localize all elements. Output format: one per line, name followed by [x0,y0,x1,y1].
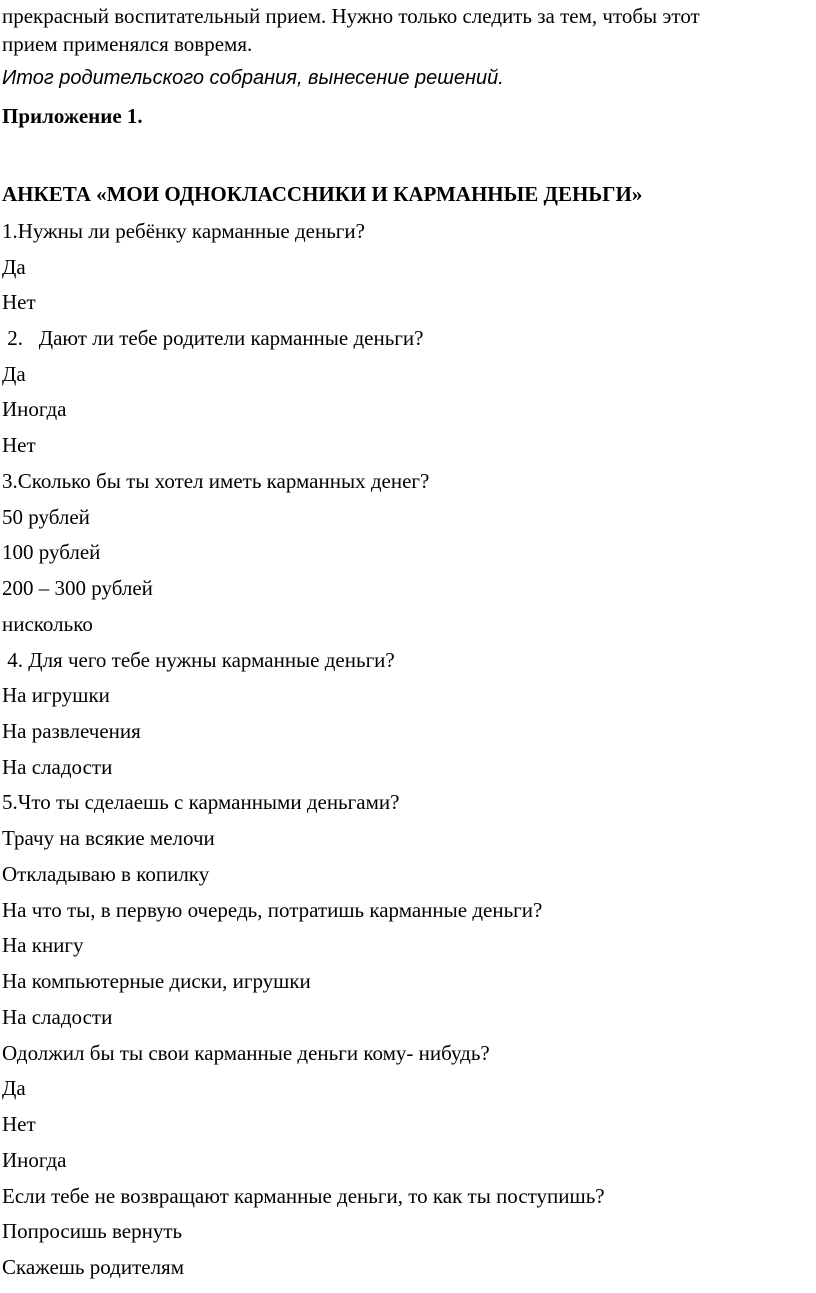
intro-line-2: прием применялся вовремя. [2,32,253,56]
meeting-summary: Итог родительского собрания, вынесение решений. [2,67,504,89]
answer-option: 200 – 300 рублей [2,576,153,600]
question-1: 1.Нужны ли ребёнку карманные деньги? [2,219,365,243]
answer-option: Откладываю в копилку [2,862,210,886]
question-4: 4. Для чего тебе нужны карманные деньги? [2,648,395,672]
appendix-heading: Приложение 1. [2,104,143,128]
answer-option: Иногда [2,397,67,421]
answer-option: 100 рублей [2,540,101,564]
answer-option: Нет [2,433,36,457]
answer-option: 50 рублей [2,505,90,529]
answer-option: Иногда [2,1148,67,1172]
intro-line-1: прекрасный воспитательный прием. Нужно только следить за тем, чтобы этот [2,4,700,28]
answer-option: Нет [2,290,36,314]
answer-option: Да [2,362,26,386]
question-8: Если тебе не возвращают карманные деньги, то как ты поступишь? [2,1184,605,1208]
answer-option: На сладости [2,755,113,779]
answer-option: Трачу на всякие мелочи [2,826,215,850]
answer-option: На книгу [2,933,84,957]
answer-option: На игрушки [2,683,110,707]
question-7: Одолжил бы ты свои карманные деньги кому- нибудь? [2,1041,490,1065]
answer-option: На развлечения [2,719,141,743]
survey-title: АНКЕТА «МОИ ОДНОКЛАССНИКИ И КАРМАННЫЕ ДЕНЬГИ» [2,182,643,206]
answer-option: Нет [2,1112,36,1136]
question-5: 5.Что ты сделаешь с карманными деньгами? [2,790,400,814]
answer-option: Попросишь вернуть [2,1219,183,1243]
answer-option: Скажешь родителям [2,1255,185,1279]
answer-option: На сладости [2,1005,113,1029]
question-3: 3.Сколько бы ты хотел иметь карманных денег? [2,469,430,493]
question-6: На что ты, в первую очередь, потратишь карманные деньги? [2,898,543,922]
answer-option: Да [2,1076,26,1100]
question-2: 2. Дают ли тебе родители карманные деньги? [2,326,424,350]
answer-option: Да [2,255,26,279]
answer-option: нисколько [2,612,93,636]
answer-option: На компьютерные диски, игрушки [2,969,311,993]
